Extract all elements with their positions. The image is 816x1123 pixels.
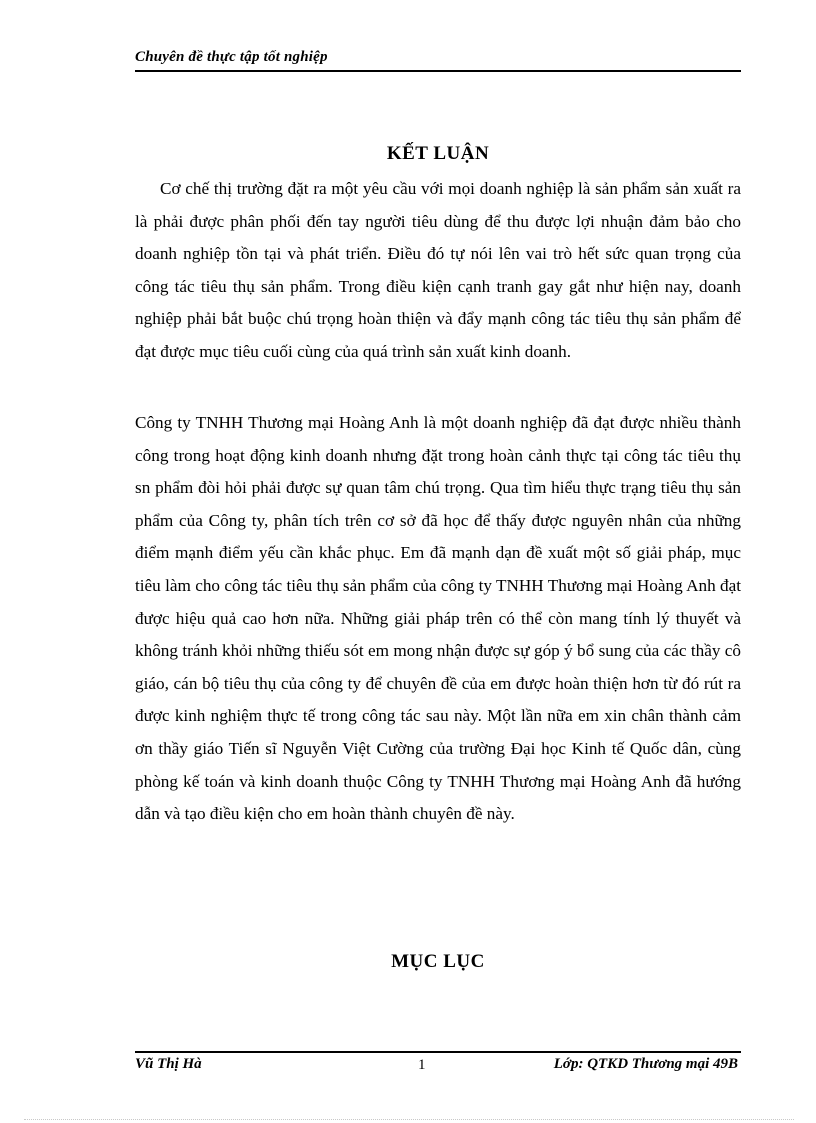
- conclusion-paragraph-1: [135, 173, 741, 369]
- footer-divider: [135, 1051, 741, 1053]
- paragraph-text: Cơ chế thị trường đặt ra một yêu cầu với mọi doanh nghiệp là sản phẩm sản xuất ra là phải được phân phối đến tay người tiêu dùng để thu được lợi nhuận đảm bảo cho doanh nghiệp tồn tại và phát triển. Điều đó tự nói lên vai trò hết sức quan trọng của công tác tiêu thụ sản phẩm. Trong điều kiện cạnh tranh gay gắt như hiện nay, doanh nghiệp phải bắt buộc chú trọng hoàn thiện và đẩy mạnh công tác tiêu thụ sản phẩm để đạt được mục tiêu cuối cùng của quá trình sản xuất kinh doanh.: [135, 179, 741, 361]
- table-of-contents-heading: MỤC LỤC: [391, 951, 485, 972]
- page-number: 1: [418, 1057, 426, 1073]
- footer-class: Lớp: QTKD Thương mại 49B: [553, 1056, 738, 1072]
- header-divider: [135, 70, 741, 72]
- page-edge-divider: [24, 1119, 794, 1120]
- footer-author: Vũ Thị Hà: [135, 1056, 202, 1072]
- conclusion-paragraph-2: [135, 407, 741, 831]
- conclusion-heading: KẾT LUẬN: [386, 143, 490, 164]
- running-header: Chuyên đề thực tập tốt nghiệp: [135, 49, 328, 65]
- paragraph-text: Công ty TNHH Thương mại Hoàng Anh là một doanh nghiệp đã đạt được nhiều thành công trong hoạt động kinh doanh nhưng đặt trong hoàn cảnh thực tại công tác tiêu thụ sn phẩm đòi hỏi phải được sự quan tâm chú trọng. Qua tìm hiểu thực trạng tiêu thụ sản phẩm của Công ty, phân tích trên cơ sở đã học để thấy được nguyên nhân của những điểm mạnh điểm yếu cần khắc phục. Em đã mạnh dạn đề xuất một số giải pháp, mục tiêu làm cho công tác tiêu thụ sản phẩm của công ty TNHH Thương mại Hoàng Anh đạt được hiệu quả cao hơn nữa. Những giải pháp trên có thể còn mang tính lý thuyết và không tránh khỏi những thiếu sót em mong nhận được sự góp ý bổ sung của các thầy cô giáo, cán bộ tiêu thụ của công ty để chuyên đề của em được hoàn thiện hơn từ đó rút ra được kinh nghiệm thực tế trong công tác sau này. Một lần nữa em xin chân thành cảm ơn thầy giáo Tiến sĩ Nguyễn Việt Cường của trường Đại học Kinh tế Quốc dân, cùng phòng kế toán và kinh doanh thuộc Công ty TNHH Thương mại Hoàng Anh đã hướng dẫn và tạo điều kiện cho em hoàn thành chuyên đề này.: [135, 413, 741, 824]
